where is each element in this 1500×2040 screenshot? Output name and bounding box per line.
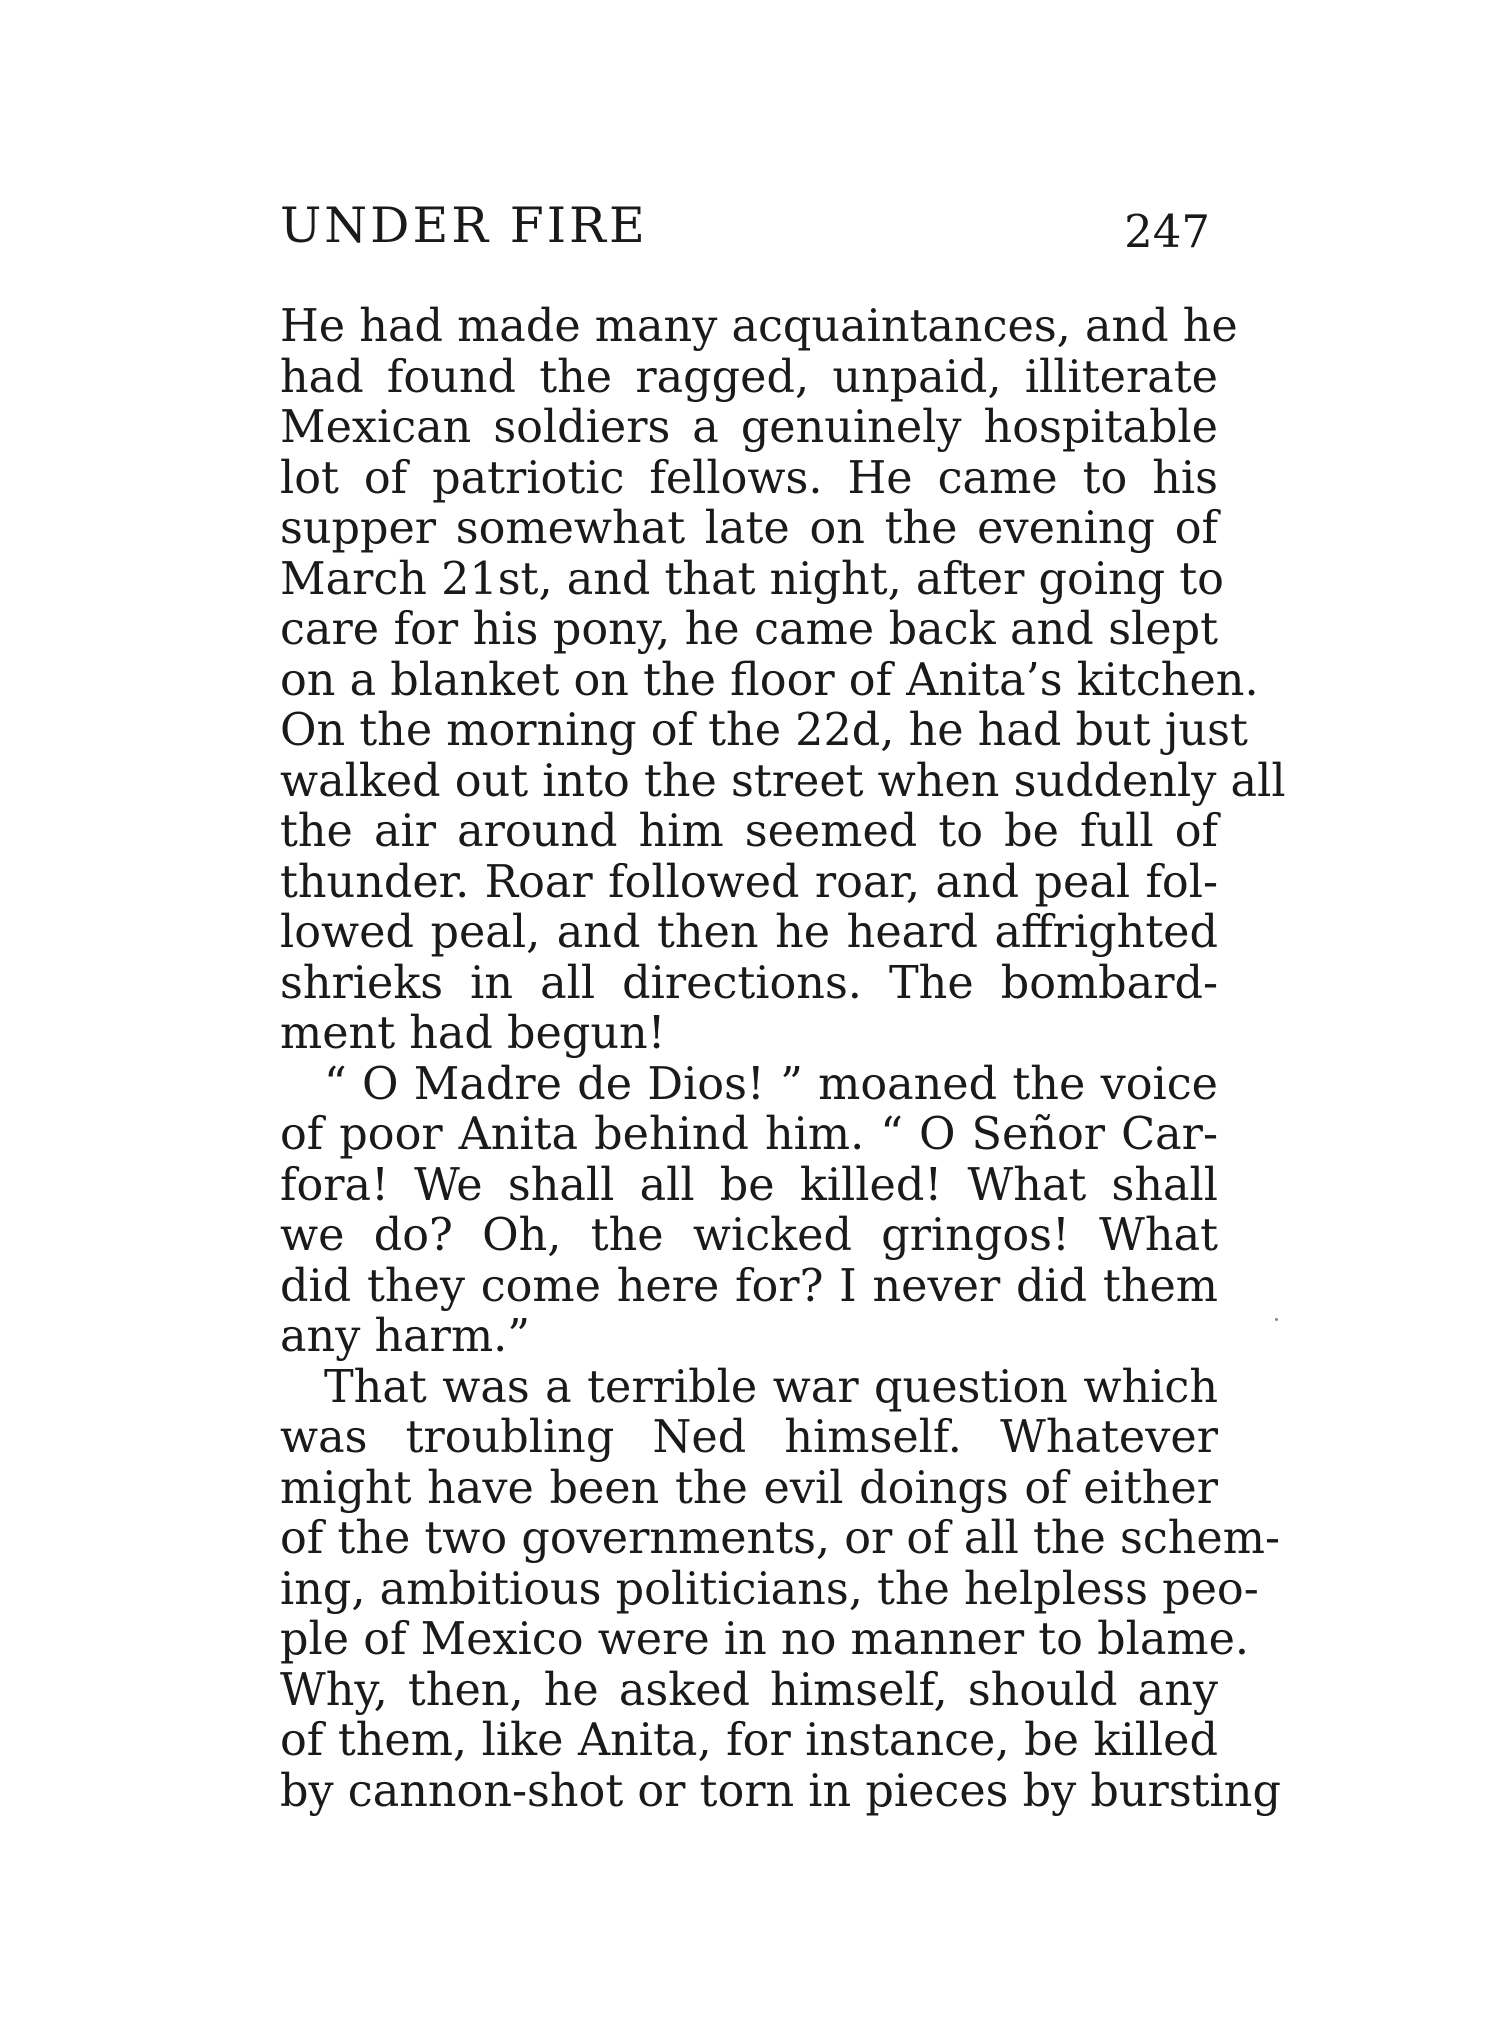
paragraph-end-line: any harm.” <box>280 1311 531 1362</box>
text-line: shrieks in all directions. The bombard- <box>280 957 1218 1009</box>
text-line: Mexican soldiers a genuinely hospitable <box>280 402 1218 453</box>
text-line: thunder. Roar followed roar, and peal fol- <box>280 856 1218 908</box>
body-text <box>280 301 1286 1817</box>
text-line: lot of patriotic fellows. He came to his <box>280 452 1218 504</box>
text-line: had found the ragged, unpaid, illiterate <box>280 351 1218 403</box>
text-line: of them, like Anita, for instance, be killed <box>280 1715 1218 1766</box>
margin-speck <box>1275 1318 1278 1321</box>
text-line: we do? Oh, the wicked gringos! What <box>280 1210 1218 1261</box>
running-head <box>280 196 1210 256</box>
text-line: walked out into the street when suddenly all <box>280 755 1286 807</box>
text-line: lowed peal, and then he heard affrighted <box>280 907 1218 958</box>
text-line: ing, ambitious politicians, the helpless peo- <box>280 1563 1259 1615</box>
text-line: of poor Anita behind him. “ O Señor Car- <box>280 1109 1218 1160</box>
text-line: fora! We shall all be killed! What shall <box>280 1159 1218 1211</box>
page-number: 247 <box>1124 205 1210 258</box>
text-line: supper somewhat late on the evening of <box>280 503 1218 554</box>
text-line: might have been the evil doings of either <box>280 1462 1218 1514</box>
text-line: ple of Mexico were in no manner to blame. <box>280 1614 1250 1665</box>
running-title: UNDER FIRE <box>280 197 648 254</box>
text-line: by cannon-shot or torn in pieces by bursting <box>280 1765 1281 1817</box>
paragraph-start-line: “ O Madre de Dios! ” moaned the voice <box>324 1058 1218 1110</box>
text-line: He had made many acquaintances, and he <box>280 301 1238 352</box>
paragraph-end-line: ment had begun! <box>280 1008 666 1059</box>
text-line: Why, then, he asked himself, should any <box>280 1664 1218 1716</box>
text-line: care for his pony, he came back and slept <box>280 604 1218 655</box>
text-line: was troubling Ned himself. Whatever <box>280 1412 1218 1463</box>
text-line: March 21st, and that night, after going to <box>280 553 1224 605</box>
text-line: did they come here for? I never did them <box>280 1260 1218 1312</box>
text-line: of the two governments, or of all the schem- <box>280 1513 1280 1564</box>
text-line: on a blanket on the floor of Anita’s kitchen. <box>280 654 1259 706</box>
text-line: the air around him seemed to be full of <box>280 806 1218 857</box>
paragraph-start-line: That was a terrible war question which <box>324 1361 1218 1413</box>
text-line: On the morning of the 22d, he had but just <box>280 705 1248 756</box>
